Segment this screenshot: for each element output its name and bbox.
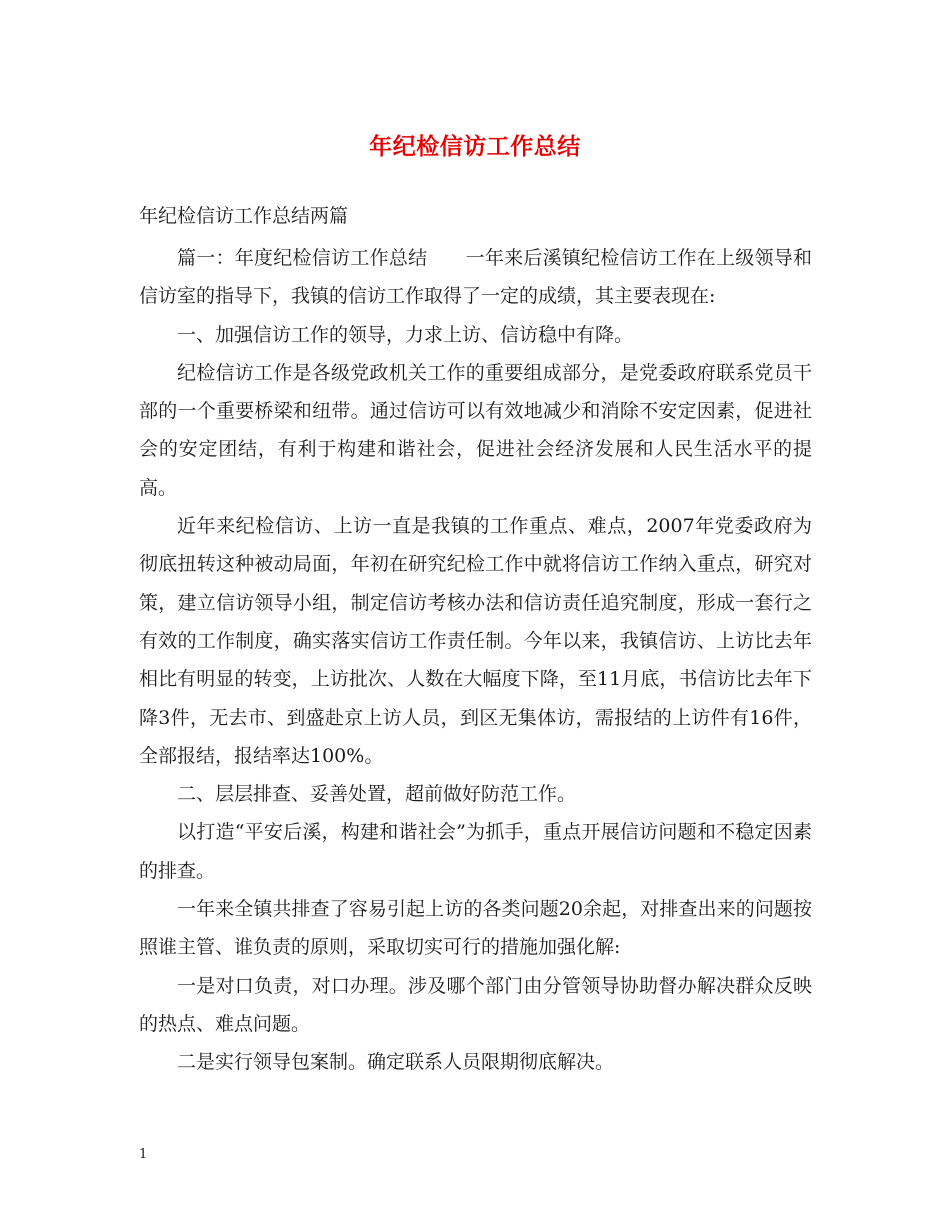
paragraph: 纪检信访工作是各级党政机关工作的重要组成部分，是党委政府联系党员干部的一个重要桥梁和纽带。通过信访可以有效地减少和消除不安定因素，促进社会的安定团结，有利于构建和谐社会，促进社会经济发展和人民生活水平的提高。	[139, 361, 812, 499]
paragraph: 近年来纪检信访、上访一直是我镇的工作重点、难点，2007年党委政府为彻底扭转这种被动局面，年初在研究纪检工作中就将信访工作纳入重点，研究对策，建立信访领导小组，制定信访考核办法和信访责任追究制度，形成一套行之有效的工作制度，确实落实信访工作责任制。今年以来，我镇信访、上访比去年相比有明显的转变，上访批次、人数在大幅度下降，至11月底，书信访比去年下降3件，无去市、到盛赴京上访人员，到区无集体访，需报结的上访件有16件，全部报结，报结率达100%。	[139, 515, 812, 767]
document-subtitle: 年纪检信访工作总结两篇	[139, 205, 349, 227]
paragraph	[139, 239, 812, 316]
paragraph-text: 一年来后溪镇纪检信访工作在上级领导和信访室的指导下，我镇的信访工作取得了一定的成绩，其主要表现在:	[139, 247, 812, 308]
document-body	[139, 239, 812, 1082]
paragraph: 一、加强信访工作的领导，力求上访、信访稳中有降。	[177, 323, 634, 346]
paragraph: 一是对口负责，对口办理。涉及哪个部门由分管领导协助督办解决群众反映的热点、难点问题。	[139, 974, 812, 1035]
page-number: 1	[139, 1147, 148, 1162]
paragraph: 一年来全镇共排查了容易引起上访的各类问题20余起，对排查出来的问题按照谁主管、谁负责的原则，采取切实可行的措施加强化解:	[139, 898, 812, 959]
paragraph: 以打造“平安后溪，构建和谐社会”为抓手，重点开展信访问题和不稳定因素的排查。	[139, 821, 812, 882]
paragraph: 二、层层排查、妥善处置，超前做好防范工作。	[177, 783, 577, 806]
section-heading: 篇一：年度纪检信访工作总结	[177, 247, 428, 269]
paragraph: 二是实行领导包案制。确定联系人员限期彻底解决。	[177, 1051, 615, 1074]
document-title: 年纪检信访工作总结	[369, 133, 581, 160]
